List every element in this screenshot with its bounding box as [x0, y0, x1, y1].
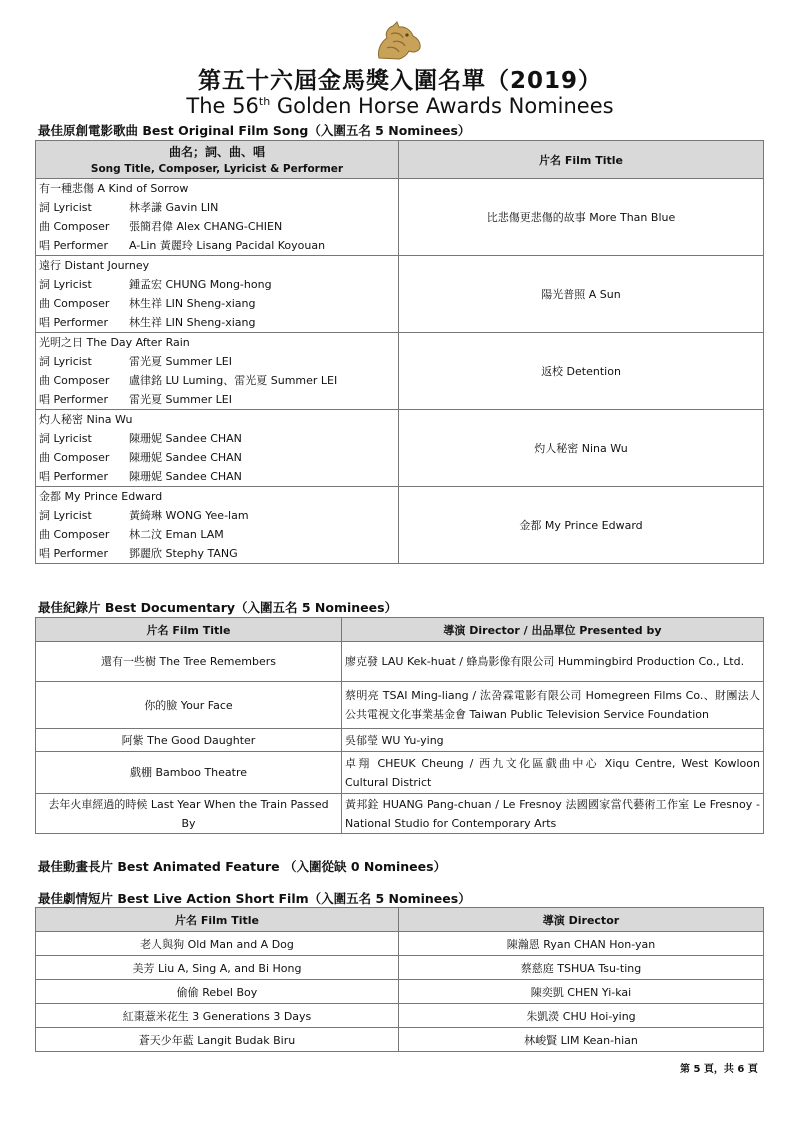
film-title-cell: 灼人秘密 Nina Wu [399, 410, 764, 487]
song-cell [36, 410, 399, 487]
performer: 雷光夏 Summer LEI [129, 393, 232, 406]
golden-horse-logo-icon [373, 20, 425, 62]
documentary-nominees-table [35, 617, 764, 834]
role-label: 曲 Composer [39, 451, 110, 464]
table-row [36, 729, 764, 752]
role-label: 詞 Lyricist [39, 278, 92, 291]
director-cell: 陳奕凱 CHEN Yi-kai [399, 980, 764, 1004]
role-label: 唱 Performer [39, 393, 108, 406]
table-row [36, 410, 764, 487]
role-label: 唱 Performer [39, 547, 108, 560]
table-row [36, 487, 764, 564]
composer: 張簡君偉 Alex CHANG-CHIEN [129, 220, 283, 233]
page-number: 第 5 頁，共 6 頁 [680, 1064, 758, 1075]
table-row [36, 1004, 764, 1028]
lyricist: 林孝謙 Gavin LIN [129, 201, 219, 214]
table-row [36, 794, 764, 834]
table-header-row [36, 618, 764, 642]
film-title-cell: 戲棚 Bamboo Theatre [36, 752, 342, 794]
page-title-english: The 56th Golden Horse Awards Nominees [186, 94, 614, 118]
table-row [36, 932, 764, 956]
table-row [36, 333, 764, 410]
film-title-cell: 比悲傷更悲傷的故事 More Than Blue [399, 179, 764, 256]
performer: A-Lin 黃麗玲 Lisang Pacidal Koyouan [129, 239, 326, 252]
role-label: 唱 Performer [39, 470, 108, 483]
table-row [36, 1028, 764, 1052]
role-label: 唱 Performer [39, 239, 108, 252]
film-column-header: 片名 Film Title [399, 141, 764, 179]
song-title: 光明之日 The Day After Rain [39, 336, 190, 349]
director-cell: 黃邦銓 HUANG Pang-chuan / Le Fresnoy 法國國家當代藝術工作室 Le Fresnoy - National Studio for Contemporary Arts [342, 794, 764, 834]
table-header-row [36, 908, 764, 932]
role-label: 唱 Performer [39, 316, 108, 329]
role-label: 詞 Lyricist [39, 432, 92, 445]
composer: 林生祥 LIN Sheng-xiang [129, 297, 256, 310]
table-header-row [36, 141, 764, 179]
composer: 林二汶 Eman LAM [129, 528, 224, 541]
role-label: 曲 Composer [39, 220, 110, 233]
film-title-cell: 阿紫 The Good Daughter [36, 729, 342, 752]
lyricist: 陳珊妮 Sandee CHAN [129, 432, 242, 445]
song-cell [36, 256, 399, 333]
role-label: 曲 Composer [39, 297, 110, 310]
song-cell [36, 179, 399, 256]
director-cell: 卓翔 CHEUK Cheung / 西九文化區戲曲中心 Xiqu Centre, West Kowloon Cultural District [342, 752, 764, 794]
table-row [36, 980, 764, 1004]
table-row [36, 256, 764, 333]
performer: 鄧麗欣 Stephy TANG [129, 547, 238, 560]
composer: 盧律銘 LU Luming、雷光夏 Summer LEI [129, 374, 338, 387]
director-cell: 廖克發 LAU Kek-huat / 蜂鳥影像有限公司 Hummingbird Production Co., Ltd. [342, 642, 764, 682]
short-film-section-title: 最佳劇情短片 Best Live Action Short Film（入圍五名 5 Nominees） [38, 891, 471, 906]
film-title-cell: 去年火車經過的時候 Last Year When the Train Passed By [36, 794, 342, 834]
role-label: 曲 Composer [39, 528, 110, 541]
film-column-header: 片名 Film Title [36, 908, 399, 932]
table-row [36, 956, 764, 980]
role-label: 詞 Lyricist [39, 201, 92, 214]
director-cell: 朱凱濙 CHU Hoi-ying [399, 1004, 764, 1028]
page-title-chinese: 第五十六屆金馬獎入圍名單（2019） [197, 68, 602, 94]
song-cell [36, 487, 399, 564]
film-column-header: 片名 Film Title [36, 618, 342, 642]
composer: 陳珊妮 Sandee CHAN [129, 451, 242, 464]
lyricist: 雷光夏 Summer LEI [129, 355, 232, 368]
song-section-title: 最佳原創電影歌曲 Best Original Film Song（入圍五名 5 Nominees） [38, 123, 471, 138]
table-row [36, 179, 764, 256]
song-title: 有一種悲傷 A Kind of Sorrow [39, 182, 189, 195]
director-cell: 蔡慈庭 TSHUA Tsu-ting [399, 956, 764, 980]
lyricist: 鍾孟宏 CHUNG Mong-hong [129, 278, 272, 291]
film-title-cell: 金都 My Prince Edward [399, 487, 764, 564]
director-column-header: 導演 Director [399, 908, 764, 932]
director-cell: 林峻賢 LIM Kean-hian [399, 1028, 764, 1052]
role-label: 曲 Composer [39, 374, 110, 387]
film-title-cell: 蒼天少年藍 Langit Budak Biru [36, 1028, 399, 1052]
table-row [36, 642, 764, 682]
song-nominees-table [35, 140, 764, 564]
song-title: 金都 My Prince Edward [39, 490, 163, 503]
director-cell: 陳瀚恩 Ryan CHAN Hon-yan [399, 932, 764, 956]
film-title-cell: 還有一些樹 The Tree Remembers [36, 642, 342, 682]
documentary-section-title: 最佳紀錄片 Best Documentary（入圍五名 5 Nominees） [38, 600, 398, 615]
song-column-header: 曲名；詞、曲、唱 Song Title, Composer, Lyricist & Performer [36, 141, 399, 179]
film-title-cell: 你的臉 Your Face [36, 682, 342, 729]
short-film-nominees-table [35, 907, 764, 1052]
role-label: 詞 Lyricist [39, 355, 92, 368]
animated-section-title: 最佳動畫長片 Best Animated Feature （入圍從缺 0 Nominees） [38, 859, 447, 874]
film-title-cell: 美芳 Liu A, Sing A, and Bi Hong [36, 956, 399, 980]
film-title-cell: 老人與狗 Old Man and A Dog [36, 932, 399, 956]
role-label: 詞 Lyricist [39, 509, 92, 522]
song-cell [36, 333, 399, 410]
performer: 林生祥 LIN Sheng-xiang [129, 316, 256, 329]
film-title-cell: 偷偷 Rebel Boy [36, 980, 399, 1004]
director-cell: 吳郁瑩 WU Yu-ying [342, 729, 764, 752]
film-title-cell: 紅棗薏米花生 3 Generations 3 Days [36, 1004, 399, 1028]
film-title-cell: 返校 Detention [399, 333, 764, 410]
film-title-cell: 陽光普照 A Sun [399, 256, 764, 333]
director-column-header: 導演 Director / 出品單位 Presented by [342, 618, 764, 642]
song-title: 灼人秘密 Nina Wu [39, 413, 133, 426]
table-row [36, 682, 764, 729]
song-title: 遠行 Distant Journey [39, 259, 150, 272]
director-cell: 蔡明亮 TSAI Ming-liang / 汯呄霖電影有限公司 Homegreen Films Co.、財團法人公共電視文化事業基金會 Taiwan Public Television Service Foundation [342, 682, 764, 729]
table-row [36, 752, 764, 794]
performer: 陳珊妮 Sandee CHAN [129, 470, 242, 483]
lyricist: 黃綺琳 WONG Yee-lam [129, 509, 249, 522]
